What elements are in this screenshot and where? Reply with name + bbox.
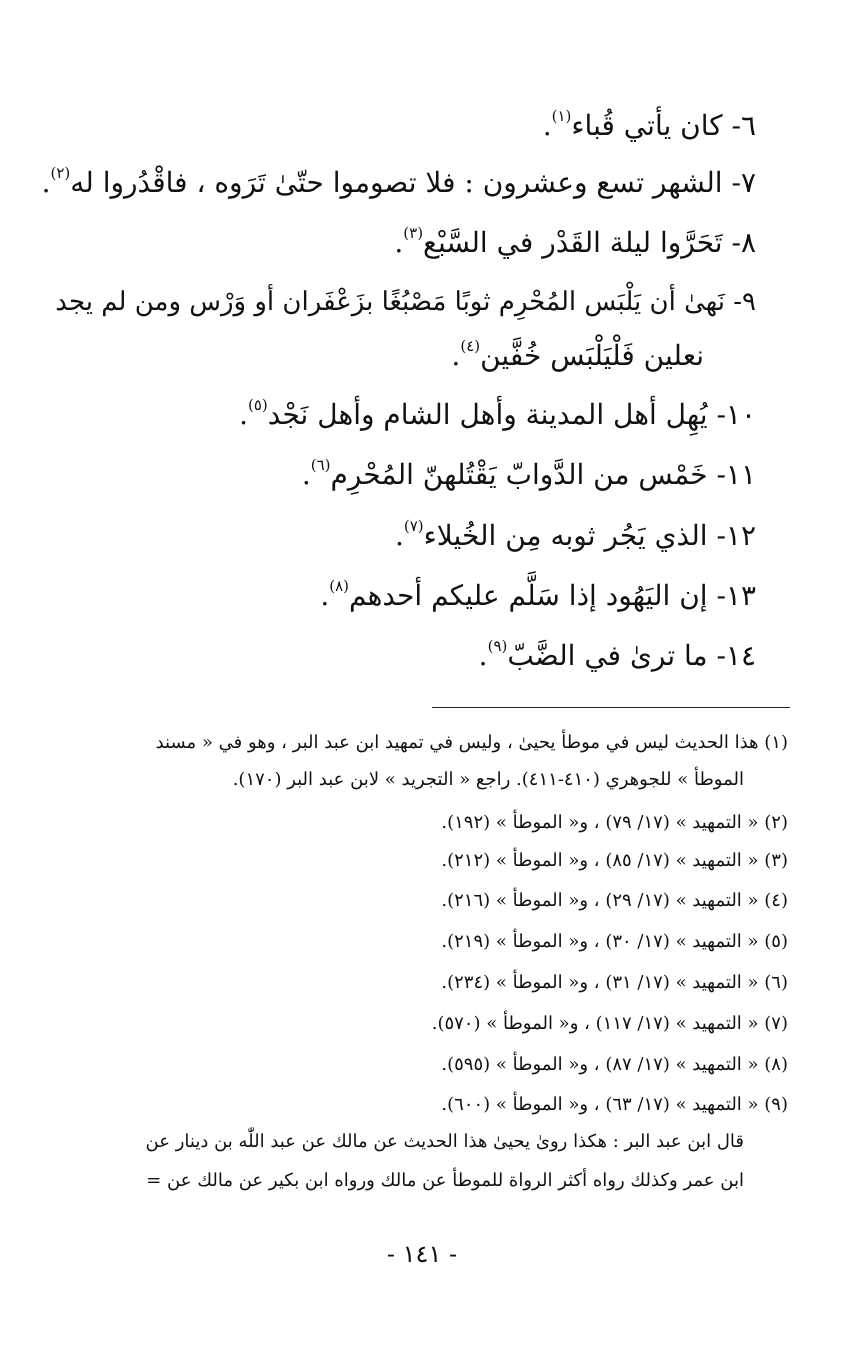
hadith-item: [302, 455, 756, 495]
footnote: (٧) « التمهيد » (١٧/ ١١٧) ، و« الموطأ » (٥٧٠).: [431, 1013, 788, 1034]
hadith-text: ١٠- يُهِل أهل المدينة وأهل الشام وأهل نَجْد: [267, 398, 756, 431]
footnote: (٤) « التمهيد » (١٧/ ٢٩) ، و« الموطأ » (٢١٦).: [441, 890, 788, 911]
footnote: (٥) « التمهيد » (١٧/ ٣٠) ، و« الموطأ » (٢١٩).: [441, 931, 788, 952]
hadith-end: .: [542, 109, 552, 142]
hadith-text: ١٢- الذي يَجُر ثوبه مِن الخُيلاء: [423, 519, 756, 552]
footnote-ref: (٨): [329, 577, 350, 595]
hadith-text: ١٤- ما ترىٰ في الضَّبّ: [507, 639, 756, 672]
hadith-end: .: [394, 519, 404, 552]
hadith-end: .: [41, 166, 51, 199]
hadith-text: ١١- خَمْس من الدَّوابّ يَقْتُلهنّ المُحْرِم: [330, 458, 756, 491]
hadith-end: .: [478, 639, 488, 672]
footnote-ref: (٤): [460, 337, 481, 355]
footnote-ref: (٥): [248, 396, 268, 414]
hadith-text: ٧- الشهر تسع وعشرون : فلا تصوموا حتّىٰ تَرَوه ، فاقْدُروا له: [70, 166, 756, 199]
footnote: (١) هذا الحديث ليس في موطأ يحيىٰ ، وليس في تمهيد ابن عبد البر ، وهو في « مسند: [155, 732, 788, 753]
hadith-end: .: [301, 458, 311, 491]
hadith-text: ٩- نَهىٰ أن يَلْبَس المُحْرِم ثوبًا مَصْبُغًا بزَعْفَران أو وَرْس ومن لم يجد: [55, 287, 756, 317]
footnote-ref: (٩): [487, 637, 508, 655]
hadith-end: .: [394, 226, 404, 259]
hadith-item-continuation: [451, 336, 704, 376]
footnote: (٨) « التمهيد » (١٧/ ٨٧) ، و« الموطأ » (٥٩٥).: [441, 1054, 788, 1075]
footnote: (٢) « التمهيد » (١٧/ ٧٩) ، و« الموطأ » (١٩٢).: [441, 812, 788, 833]
footnote-ref: (٣): [403, 224, 424, 242]
hadith-text: ١٣- إن اليَهُود إذا سَلَّم عليكم أحدهم: [349, 579, 756, 612]
page-number: - ١٤١ -: [386, 1240, 458, 1268]
hadith-item: [42, 163, 756, 203]
hadith-end: .: [451, 339, 461, 372]
hadith-item: [479, 636, 756, 676]
footnote-separator: [432, 707, 790, 708]
hadith-text: ٦- كان يأتي قُباء: [571, 109, 756, 142]
footnote-ref: (١): [551, 107, 572, 125]
hadith-item: [239, 395, 756, 435]
hadith-item: [395, 516, 756, 556]
hadith-end: .: [239, 398, 248, 431]
hadith-text: نعلين فَلْيَلْبَس خُفَّين: [480, 339, 704, 372]
footnote-continuation: الموطأ » للجوهري (٤١٠-٤١١). راجع « التجريد » لابن عبد البر (١٧٠).: [232, 769, 744, 790]
hadith-item: [394, 223, 756, 263]
footnote-note: ابن عمر وكذلك رواه أكثر الرواة للموطأ عن مالك ورواه ابن بكير عن مالك عن =: [146, 1170, 744, 1191]
hadith-end: .: [320, 579, 330, 612]
hadith-item: [543, 106, 756, 146]
footnote: (٩) « التمهيد » (١٧/ ٦٣) ، و« الموطأ » (٦٠٠).: [441, 1094, 788, 1115]
footnote-ref: (٦): [310, 456, 331, 474]
footnote-ref: (٧): [403, 517, 424, 535]
footnote-ref: (٢): [50, 164, 71, 182]
hadith-text: ٨- تَحَرَّوا ليلة القَدْر في السَّبْع: [423, 226, 756, 259]
hadith-item: [320, 576, 756, 616]
footnote: (٣) « التمهيد » (١٧/ ٨٥) ، و« الموطأ » (٢١٢).: [441, 850, 788, 871]
footnote: (٦) « التمهيد » (١٧/ ٣١) ، و« الموطأ » (٢٣٤).: [441, 972, 788, 993]
footnote-note: قال ابن عبد البر : هكذا روىٰ يحيىٰ هذا الحديث عن مالك عن عبد اللّٰه بن دينار عن: [145, 1131, 744, 1152]
hadith-item: [50, 282, 756, 322]
